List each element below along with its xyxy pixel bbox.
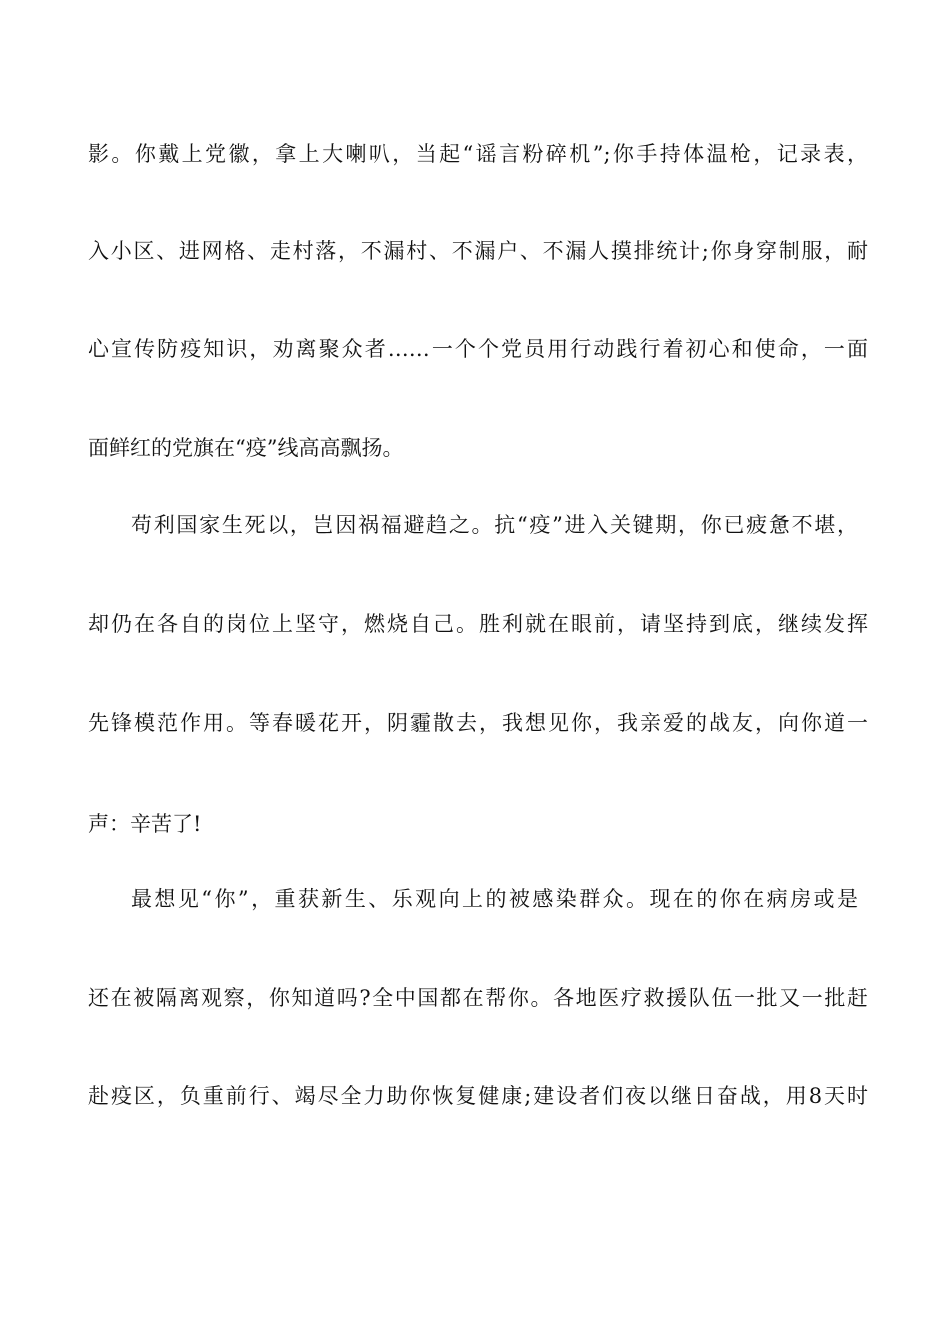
paragraph-first-line: 最想见“你”，重获新生、乐观向上的被感染群众。现在的你在病房或是 [131, 887, 858, 911]
text-line: 入小区、进网格、走村落，不漏村、不漏户、不漏人摸排统计;你身穿制服，耐 [88, 239, 868, 263]
text-line: 影。你戴上党徽，拿上大喇叭，当起“谣言粉碎机”;你手持体温枪，记录表， [88, 142, 868, 166]
text-line: 面鲜红的党旗在“疫”线高高飘扬。 [88, 436, 404, 460]
text-line: 心宣传防疫知识，劝离聚众者……一个个党员用行动践行着初心和使命，一面 [88, 337, 868, 361]
text-line: 先锋模范作用。等春暖花开，阴霾散去，我想见你，我亲爱的战友，向你道一 [88, 711, 868, 735]
text-line: 赴疫区，负重前行、竭尽全力助你恢复健康;建设者们夜以继日奋战，用8天时 [88, 1084, 868, 1108]
text-line: 却仍在各自的岗位上坚守，燃烧自己。胜利就在眼前，请坚持到底，继续发挥 [88, 612, 868, 636]
paragraph-first-line: 苟利国家生死以，岂因祸福避趋之。抗“疫”进入关键期，你已疲惫不堪， [131, 513, 858, 537]
text-line: 还在被隔离观察，你知道吗?全中国都在帮你。各地医疗救援队伍一批又一批赶 [88, 986, 868, 1010]
text-line: 声：辛苦了! [88, 812, 202, 836]
